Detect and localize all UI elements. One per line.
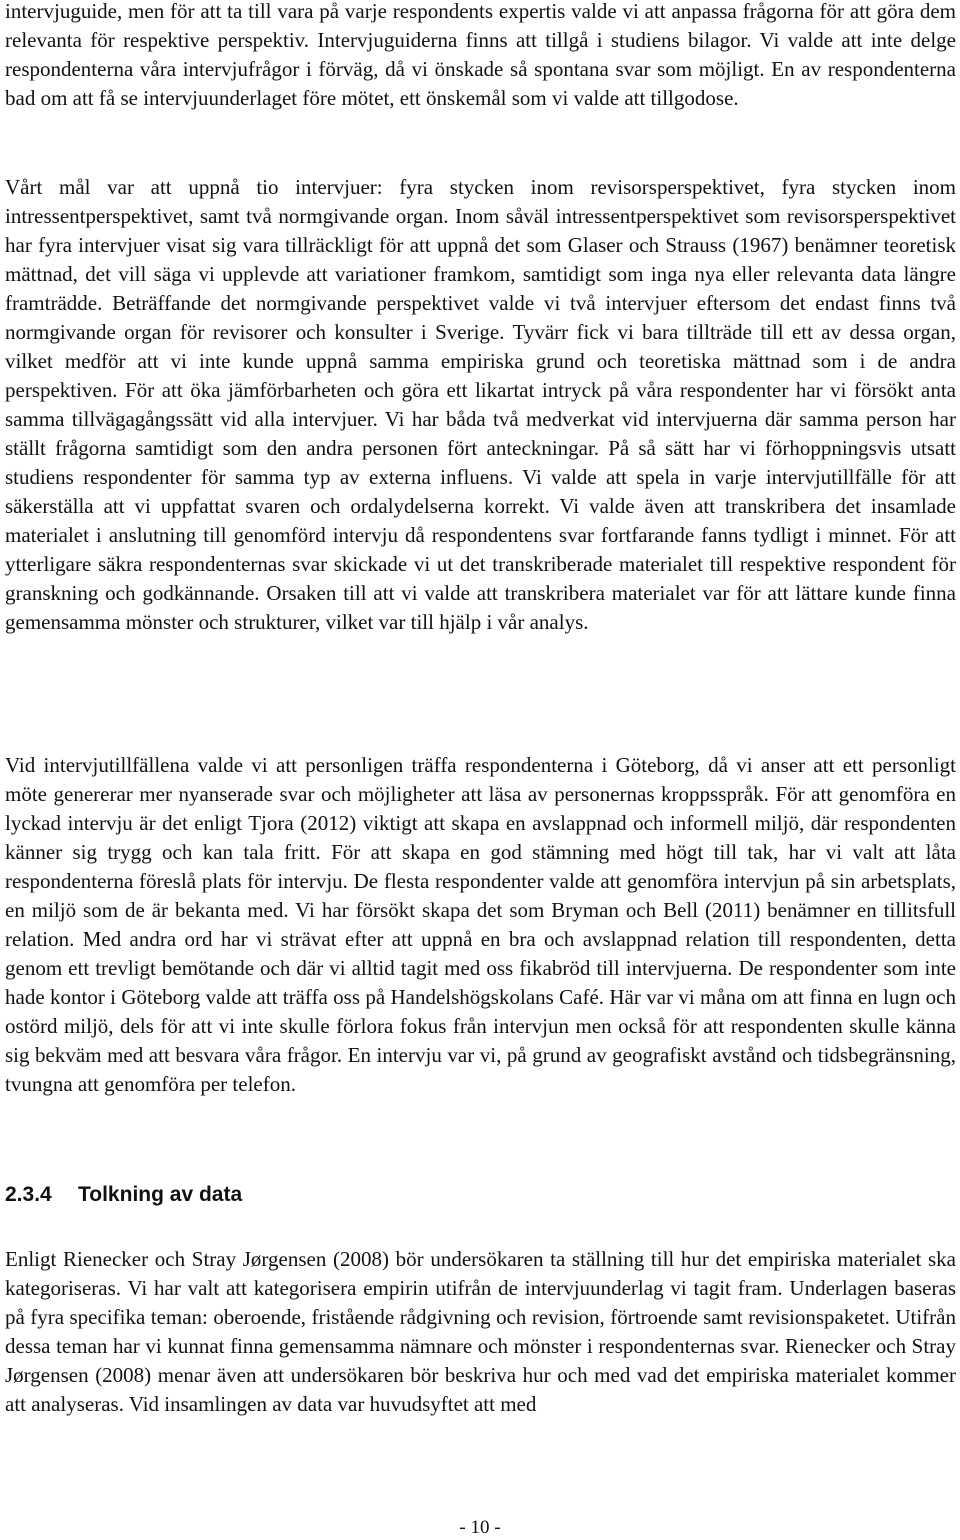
paragraph-interview-goals: Vårt mål var att uppnå tio intervjuer: fyra stycken inom revisorsperspektivet, fyra stycken inom intressentperspektivet, samt två normgivande organ. Inom såväl intressentperspektivet som revisorsperspektivet har fyra intervjuer visat sig vara tillräckligt för att uppnå det som Glaser och Strauss (1967) benämner teoretisk mättnad, det vill säga vi upplevde att variationer framkom, samtidigt som inga nya eller relevanta data längre framträdde. Beträffande det normgivande perspektivet valde vi två intervjuer eftersom det endast finns två normgivande organ för revisorer och konsulter i Sverige. Tyvärr fick vi bara tillträde till ett av dessa organ, vilket medför att vi inte kunde uppnå samma empiriska grund och teoretiska mättnad som i de andra perspektiven. För att öka jämförbarheten och göra ett likartat intryck på våra respondenter har vi försökt anta samma tillvägagångssätt vid alla intervjuer. Vi har båda två medverkat vid intervjuerna där samma person har ställt frågorna samtidigt som den andra personen fört anteckningar. På så sätt har vi förhoppningsvis utsatt studiens respondenter för samma typ av externa influens. Vi valde att spela in varje intervjutillfälle för att säkerställa att vi uppfattat svaren och ordalydelserna korrekt. Vi valde även att transkribera det insamlade materialet i anslutning till genomförd intervju då respondentens svar fortfarande fanns tydligt i minnet. För att ytterligare säkra respondenternas svar skickade vi ut det transkriberade materialet till respektive respondent för granskning och godkännande. Orsaken till att vi valde att transkribera materialet var för att lättare kunde finna gemensamma mönster och strukturer, vilket var till hjälp i vår analys. — [5, 175, 956, 634]
paragraph-data-interpretation: Enligt Rienecker och Stray Jørgensen (2008) bör undersökaren ta ställning till hur det empiriska materialet ska kategoriseras. Vi har valt att kategorisera empirin utifrån de intervjuunderlag vi tagit fram. Underlagen baseras på fyra specifika teman: oberoende, fristående rådgivning och revision, förtroende samt revisionspaketet. Utifrån dessa teman har vi kunnat finna gemensamma nämnare och mönster i respondenternas svar. Rienecker och Stray Jørgensen (2008) menar även att undersökaren bör beskriva hur och med vad det empiriska materialet kommer att analyseras. Vid insamlingen av data var huvudsyftet att med — [5, 1247, 956, 1416]
section-number: 2.3.4 — [5, 1183, 52, 1206]
paragraph-interview-guide: intervjuguide, men för att ta till vara på varje respondents expertis valde vi att anpassa frågorna för att göra dem relevanta för respektive perspektiv. Intervjuguiderna finns att tillgå i studiens bilagor. Vi valde att inte delge respondenterna våra intervjufrågor i förväg, då vi önskade så spontana svar som möjligt. En av respondenterna bad om att få se intervjuunderlaget före mötet, ett önskemål som vi valde att tillgodose. — [5, 0, 956, 110]
page-number: - 10 - — [459, 1517, 501, 1538]
paragraph-interview-setting: Vid intervjutillfällena valde vi att personligen träffa respondenterna i Göteborg, då vi anser att ett personligt möte genererar mer nyanserade svar och möjligheter att läsa av personernas kroppsspråk. För att genomföra en lyckad intervju är det enligt Tjora (2012) viktigt att skapa en avslappnad och informell miljö, där respondenten känner sig trygg och kan tala fritt. För att skapa en god stämning med högt till tak, har vi valt att låta respondenterna föreslå plats för intervju. De flesta respondenter valde att genomföra intervjun på sin arbetsplats, en miljö som de är bekanta med. Vi har försökt skapa det som Bryman och Bell (2011) benämner en tillitsfull relation. Med andra ord har vi strävat efter att uppnå en bra och avslappnad relation till respondenten, detta genom ett trevligt bemötande och där vi alltid tagit med oss fikabröd till intervjuerna. De respondenter som inte hade kontor i Göteborg valde att träffa oss på Handelshögskolans Café. Här var vi måna om att finna en lugn och ostörd miljö, dels för att vi inte skulle förlora fokus från intervjun men också för att respondenten skulle känna sig bekväm med att besvara våra frågor. En intervju var vi, på grund av geografiskt avstånd och tidsbegränsning, tvungna att genomföra per telefon. — [5, 753, 956, 1096]
section-title: Tolkning av data — [78, 1183, 243, 1206]
section-heading — [5, 1180, 242, 1209]
